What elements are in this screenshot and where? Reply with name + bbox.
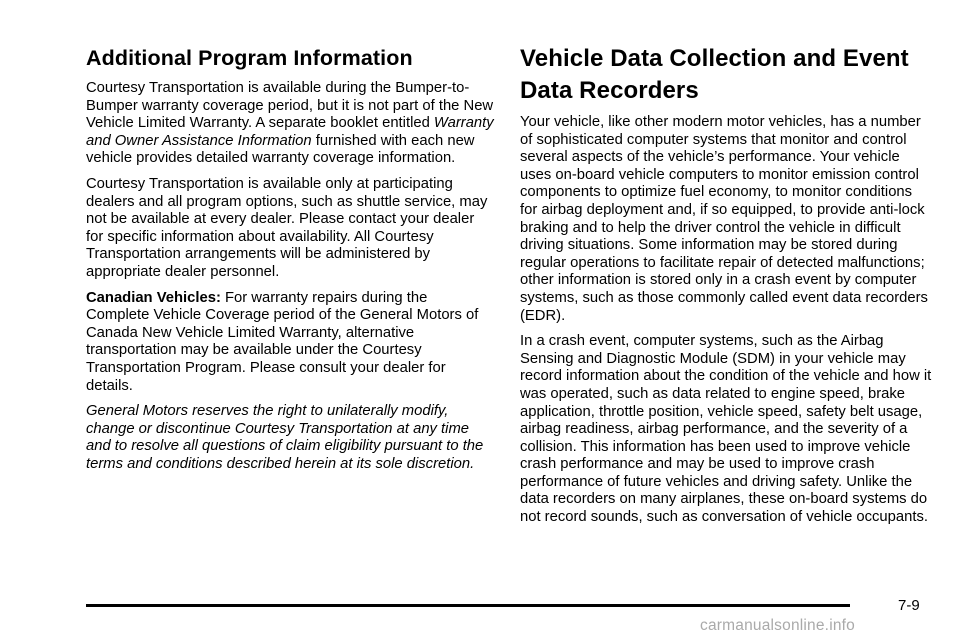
section-heading-additional-program: Additional Program Information <box>86 46 413 70</box>
paragraph-participating-dealers: Courtesy Transportation is available only at participating dealers and all program options, such as shuttle service, may not be available at every dealer. Please contact your dealer for specific information about availability. All Courtesy Transportation arrangements will be administered by appropriate dealer personnel. <box>86 175 488 280</box>
left-column <box>86 44 494 481</box>
page-number: 7-9 <box>898 597 920 614</box>
paragraph-computer-systems: Your vehicle, like other modern motor vehicles, has a number of sophisticated computer systems that monitor and control several aspects of the vehicle’s performance. Your vehicle uses on-board vehicle computers to monitor emission control components to optimize fuel economy, to monitor conditions for airbag deployment and, if so equipped, to provide anti-lock braking and to help the driver control the vehicle in difficult driving situations. Some information may be stored during regular operations to facilitate repair of detected malfunctions; other information is stored only in a crash event by computer systems, such as those commonly called event data recorders (EDR). <box>520 114 928 324</box>
paragraph-canadian-vehicles <box>86 290 494 396</box>
paragraph-courtesy-availability <box>86 80 494 168</box>
right-column <box>520 44 932 535</box>
paragraph-gm-disclaimer: General Motors reserves the right to unilaterally modify, change or discontinue Courtesy Transportation at any time and to resolve all questions of claim eligibility pursuant to the terms and conditions described herein at its sole discretion. <box>86 403 484 472</box>
footer-rule <box>86 604 850 607</box>
section-heading-vehicle-data: Vehicle Data Collection and Event Data Recorders <box>520 45 909 104</box>
watermark: carmanualsonline.info <box>700 617 855 634</box>
paragraph-text: Courtesy Transportation is available during the Bumper-to-Bumper warranty coverage period, but it is not part of the New Vehicle Limited Warranty. A separate booklet entitled <box>86 80 494 132</box>
canadian-vehicles-label: Canadian Vehicles: <box>86 289 221 306</box>
booklet-title: Warranty and Owner Assistance Information <box>86 115 494 149</box>
paragraph-text: furnished with each new vehicle provides detailed warranty coverage information. <box>86 132 475 167</box>
paragraph-text: For warranty repairs during the Complete Vehicle Coverage period of the General Motors of Canada New Vehicle Limited Warranty, alternative transportation may be available under the Courtesy Transportation Program. Please consult your dealer for details. <box>86 289 479 394</box>
paragraph-crash-event: In a crash event, computer systems, such as the Airbag Sensing and Diagnostic Module (SDM) in your vehicle may record information about the condition of the vehicle and how it was operated, such as data related to engine speed, brake application, throttle position, vehicle speed, safety belt usage, airbag readiness, airbag performance, and the severity of a collision. This information has been used to improve vehicle crash performance and may be used to improve crash performance of future vehicles and driving safety. Unlike the data recorders on many airplanes, these on-board systems do not record sounds, such as conversation of vehicle occupants. <box>520 333 932 526</box>
